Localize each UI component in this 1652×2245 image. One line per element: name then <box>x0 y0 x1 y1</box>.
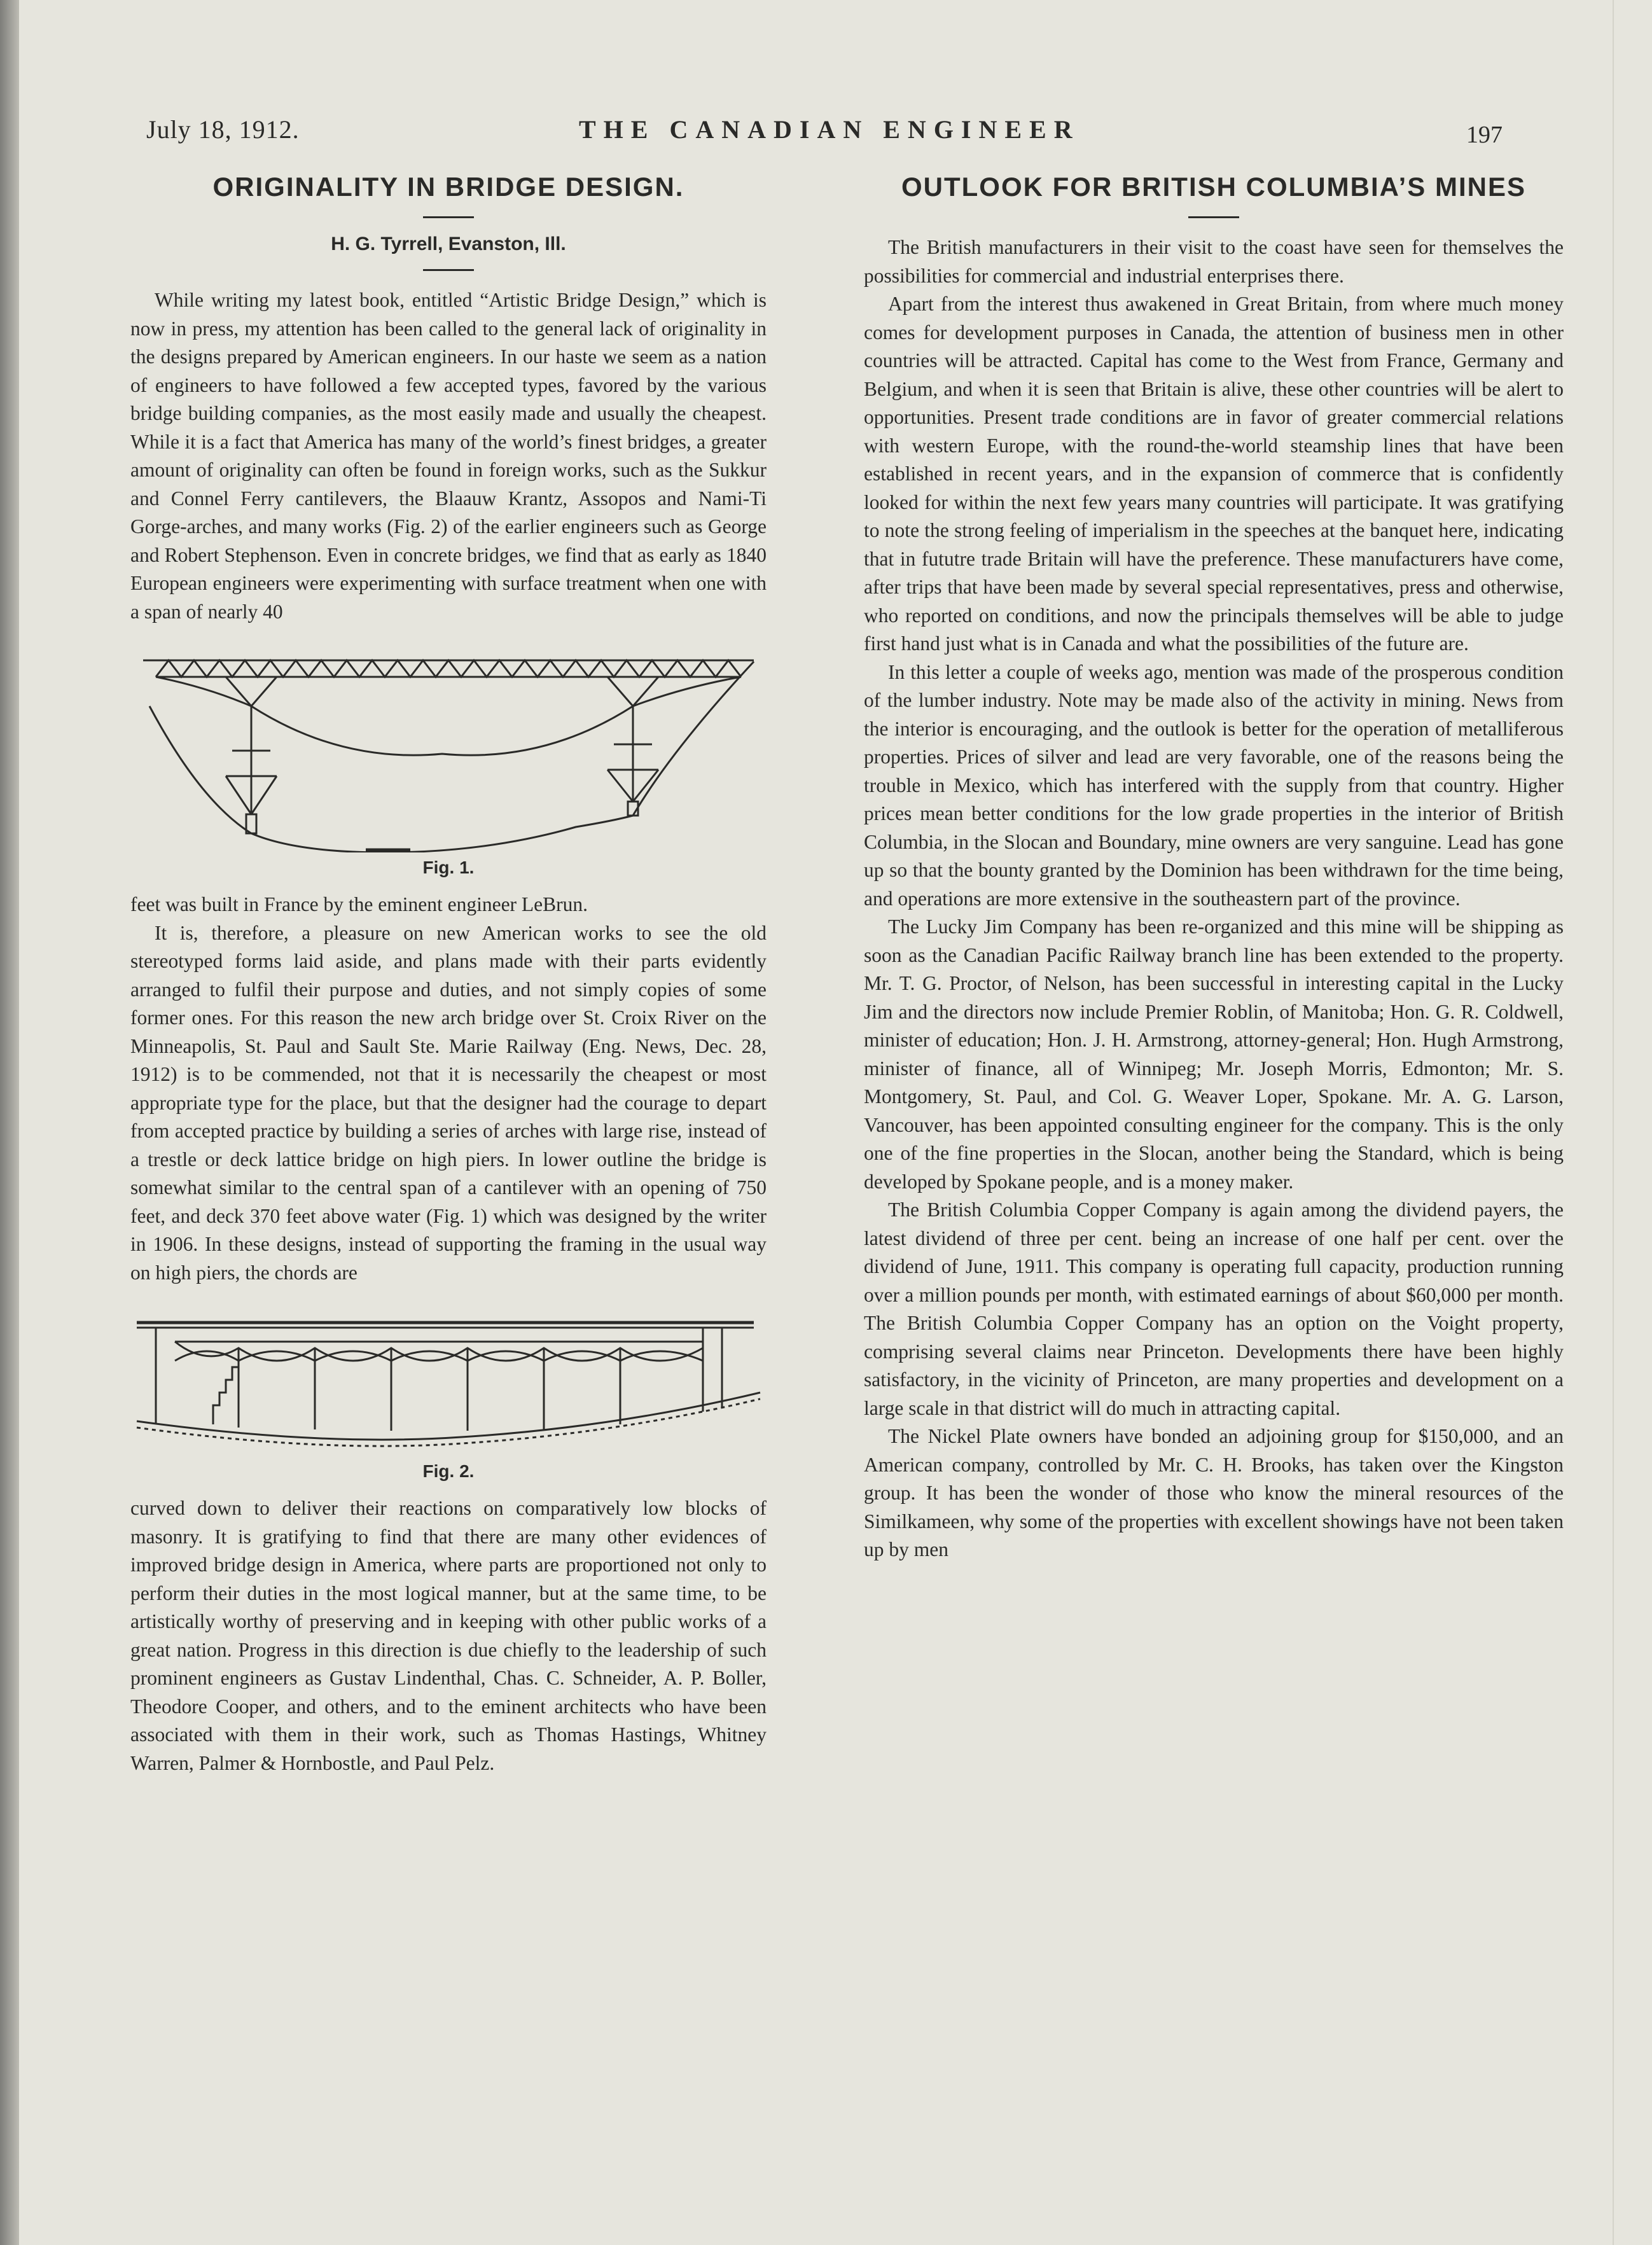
page-binding-edge <box>0 0 19 2245</box>
author-byline: H. G. Tyrrell, Evanston, Ill. <box>331 233 566 254</box>
figure-1 <box>130 636 767 878</box>
figure-2 <box>130 1297 767 1482</box>
left-column <box>130 172 767 1777</box>
left-paragraph-1: While writing my latest book, entitled “Artistic Bridge Design,” which is now in press, my attention has been called to the general lack of originality in the designs prepared by American engineers. In our haste we seem as a nation of engineers to have followed a few accepted types, favored by the various bridge building companies, as the most easily made and usually the cheapest. While it is a fact that America has many of the world’s finest bridges, a greater amount of originality can often be found in foreign works, such as the Sukkur and Connel Ferry cantilevers, the Blaauw Krantz, Assopos and Nami-Ti Gorge-arches, and many works (Fig. 2) of the earlier engineers such as George and Robert Stephenson. Even in concrete bridges, we find that as early as 1840 European engineers were experimenting with surface treatment when one with a span of nearly 40 <box>130 289 767 623</box>
cantilever-bridge-drawing <box>130 636 767 852</box>
left-paragraph-4: curved down to deliver their reactions on comparatively low blocks of masonry. It is gratifying to find that there are many other evidences of improved bridge design in America, where parts are proportioned not only to perform their duties in the most logical manner, but at the same time, to be artistically worthy of preserving and in keeping with other public works of a great nation. Progress in this direction is due chiefly to the leadership of such prominent engineers as Gustav Lindenthal, Chas. C. Schneider, A. P. Boller, Theodore Cooper, and others, and to the eminent architects who have been associated with them in their work, such as Thomas Hastings, Whitney Warren, Palmer & Hornbostle, and Paul Pelz. <box>130 1497 767 1774</box>
right-title-rule <box>1188 216 1239 218</box>
left-paragraph-3: It is, therefore, a pleasure on new American works to see the old stereotyped forms laid aside, and plans made with their parts evidently arranged to fulfil their purpose and duties, and not simply copies of some former ones. For this reason the new arch bridge over St. Croix River on the Minneapolis, St. Paul and Sault Ste. Marie Railway (Eng. News, Dec. 28, 1912) is to be commended, not that it is necessarily the cheapest or most appropriate type for the place, but that the designer had the courage to depart from accepted practice by building a series of arches with large rise, instead of a trestle or deck lattice bridge on high piers. In lower outline the bridge is somewhat similar to the central span of a cantilever with an opening of 750 feet, and deck 370 feet above water (Fig. 1) which was designed by the writer in 1906. In these designs, instead of supporting the framing in the usual way on high piers, the chords are <box>130 921 767 1284</box>
viaduct-arches-drawing <box>130 1297 767 1456</box>
right-column <box>864 172 1564 1564</box>
left-paragraph-2: feet was built in France by the eminent engineer LeBrun. <box>130 893 588 915</box>
page-edge-shadow <box>1613 0 1614 2245</box>
figure-2-caption: Fig. 2. <box>422 1461 475 1481</box>
left-article-title: ORIGINALITY IN BRIDGE DESIGN. <box>212 172 684 202</box>
issue-date: July 18, 1912. <box>146 115 300 144</box>
magazine-page <box>19 0 1652 2245</box>
right-paragraph-6: The Nickel Plate owners have bonded an adjoining group for $150,000, and an American company, controlled by Mr. C. H. Brooks, has taken over the Kingston group. It has been the wonder of those who know the mineral resources of the Similkameen, why some of the properties with excellent showings have not been taken up by men <box>864 1425 1564 1560</box>
journal-title: THE CANADIAN ENGINEER <box>579 115 1080 144</box>
page-number: 197 <box>1466 122 1503 148</box>
running-header <box>19 115 1652 159</box>
right-article-title: OUTLOOK FOR BRITISH COLUMBIA’S MINES <box>901 172 1526 202</box>
right-paragraph-1: The British manufacturers in their visit to the coast have seen for themselves the possibilities for commercial and industrial enterprises there. <box>864 236 1564 287</box>
right-paragraph-5: The British Columbia Copper Company is again among the dividend payers, the latest dividend of three per cent. being an increase of one half per cent. over the dividend of June, 1911. This company is operating full capacity, production running over a million pounds per month, with estimated earnings of about $60,000 per month. The British Columbia Copper Company has an option on the Voight property, comprising several claims near Princeton. Developments there have been highly satisfactory, in the vicinity of Princeton, are many properties and development on a large scale in that district will do much in attracting capital. <box>864 1199 1564 1419</box>
right-paragraph-2: Apart from the interest thus awakened in Great Britain, from where much money comes for development purposes in Canada, the attention of business men in other countries will be attracted. Capital has come to the West from France, Germany and Belgium, and when it is seen that Britain is alive, these other countries will be alert to opportunities. Present trade conditions are in favor of greater commercial relations with western Europe, with the round-the-world steamship lines that have been established in recent years, and in the expansion of commerce that is confidently looked for within the next few years many countries will participate. It was gratifying to note the strong feeling of imperialism in the speeches at the banquet here, indicating that in fututre trade Britain will have the preference. These manufacturers have come, after trips that have been made by several special representatives, press and otherwise, who reported on conditions, and now the principals themselves will be able to judge first hand just what is in Canada and what the possibilities of the future are. <box>864 293 1564 655</box>
right-paragraph-3: In this letter a couple of weeks ago, mention was made of the prosperous condition of the lumber industry. Note may be made also of the activity in mining. News from the interior is encouraging, and the outlook is better for the operation of metalliferous properties. Prices of silver and lead are very favorable, one of the reasons being the trouble in Mexico, which has interfered with the supply from that country. Higher prices mean better conditions for the low grade properties in the interior of British Columbia, in the Slocan and Boundary, mine owners are very sanguine. Lead has gone up so that the bounty granted by the Dominion has been withdrawn for the time being, and operations are more extensive in the southeastern part of the province. <box>864 660 1564 910</box>
right-paragraph-4: The Lucky Jim Company has been re-organized and this mine will be shipping as soon as the Canadian Pacific Railway branch line has been extended to the property. Mr. T. G. Proctor, of Nelson, has been successful in interesting capital in the Lucky Jim and the directors now include Premier Roblin, of Manitoba; Hon. G. R. Coldwell, minister of education; Hon. J. H. Armstrong, attorney-general; Hon. Hugh Armstrong, minister of finance, all of Winnipeg; Mr. Joseph Morris, Edmonton; Mr. S. Montgomery, St. Paul, and Col. G. Weaver Loper, Spokane. Mr. A. G. Larson, Vancouver, has been appointed consulting engineer for the company. This is the only one of the fine properties in the Slocan, another being the Standard, which is being developed by Spokane people, and is a money maker. <box>864 915 1564 1193</box>
byline-rule <box>423 269 474 271</box>
title-rule <box>423 216 474 218</box>
figure-1-caption: Fig. 1. <box>422 858 475 877</box>
